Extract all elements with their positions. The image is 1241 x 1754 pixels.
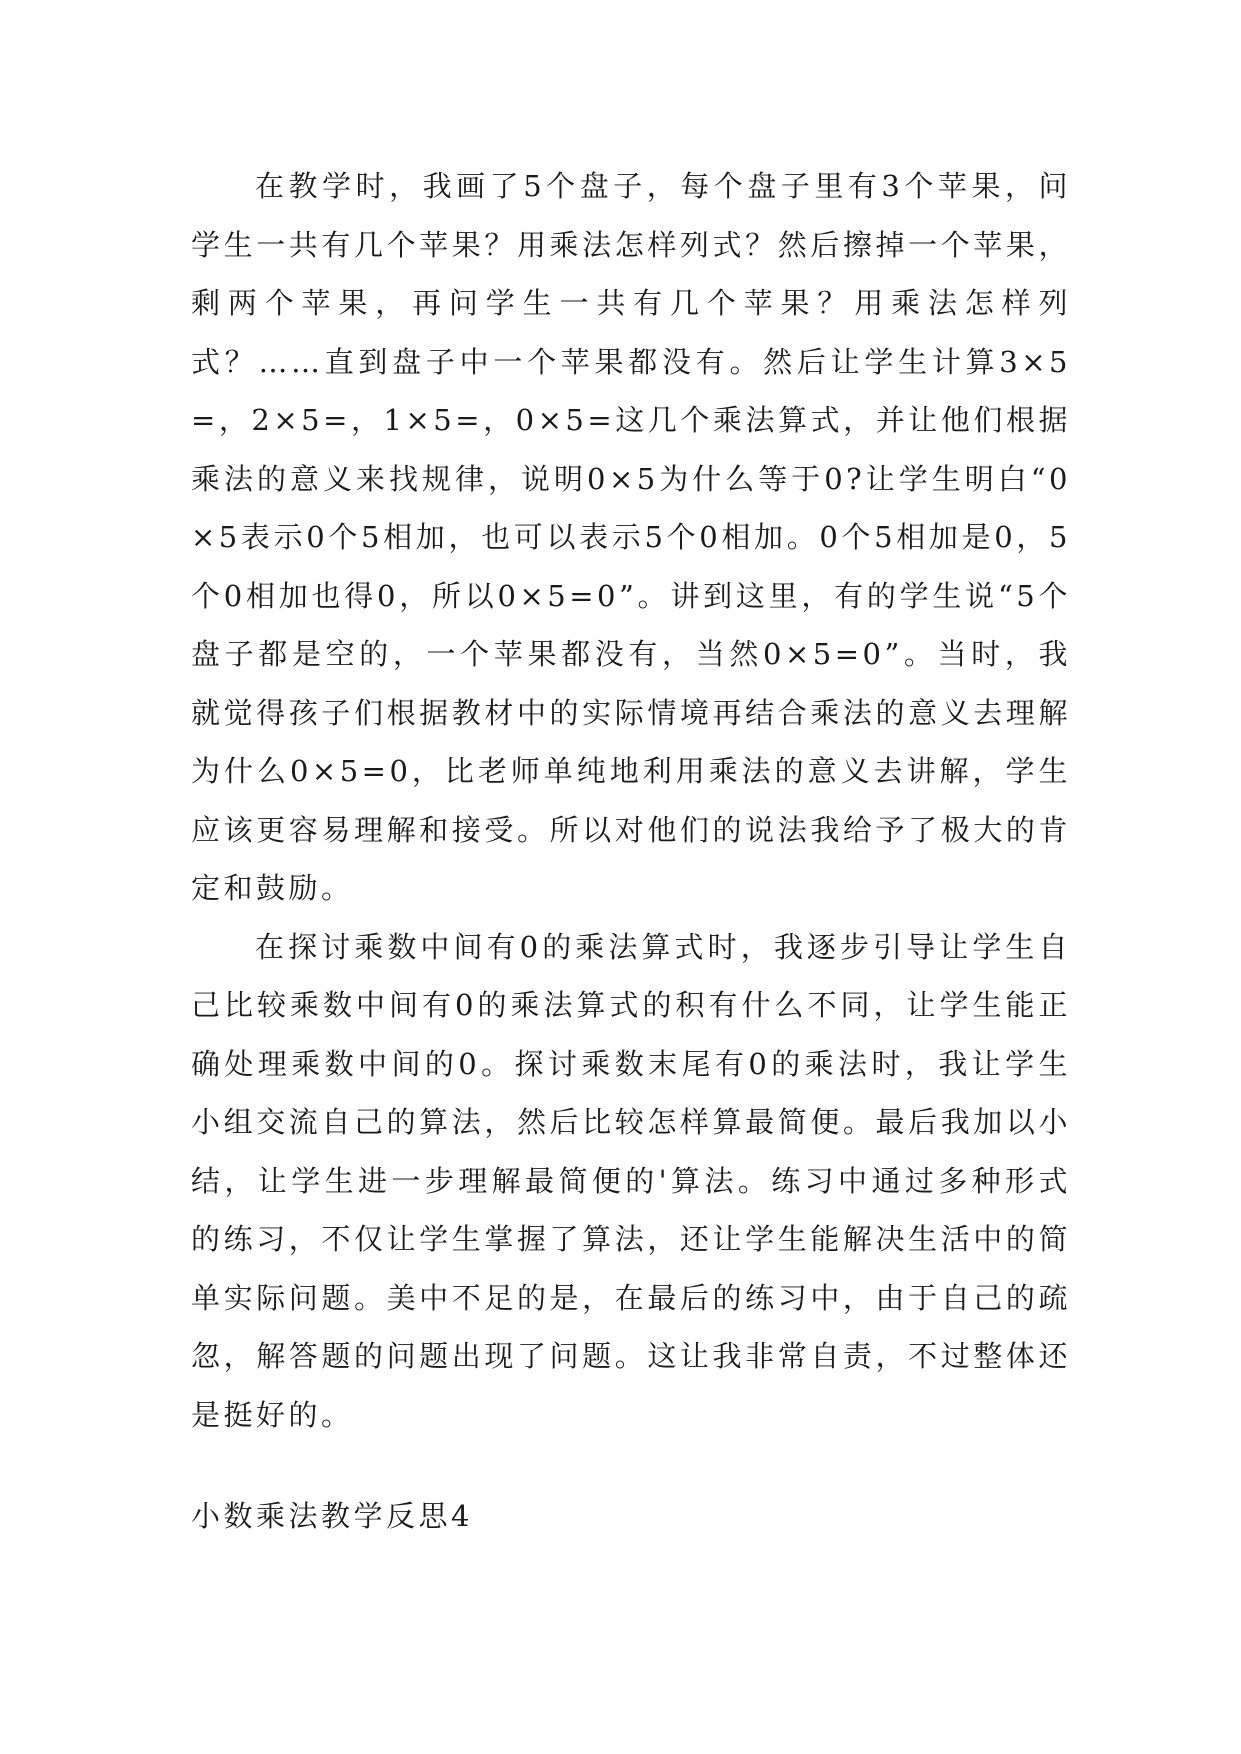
section-heading: 小数乘法教学反思4 [191,1499,473,1533]
paragraph-1: 在教学时，我画了5个盘子，每个盘子里有3个苹果，问学生一共有几个苹果？用乘法怎样列式？然后擦掉一个苹果，剩两个苹果，再问学生一共有几个苹果？用乘法怎样列式？……直到盘子中一个苹果都没有。然后让学生计算3×5=，2×5=，1×5=，0×5=这几个乘法算式，并让他们根据乘法的意义来找规律，说明0×5为什么等于0?让学生明白“0×5表示0个5相加，也可以表示5个0相加。0个5相加是0，5个0相加也得0，所以0×5=0”。讲到这里，有的学生说“5个盘子都是空的，一个苹果都没有，当然0×5=0”。当时，我就觉得孩子们根据教材中的实际情境再结合乘法的意义去理解为什么0×5=0，比老师单纯地利用乘法的意义去讲解，学生应该更容易理解和接受。所以对他们的说法我给予了极大的肯定和鼓励。 [191,169,1071,905]
paragraph-2: 在探讨乘数中间有0的乘法算式时，我逐步引导让学生自己比较乘数中间有0的乘法算式的积有什么不同，让学生能正确处理乘数中间的0。探讨乘数末尾有0的乘法时，我让学生小组交流自己的算法，然后比较怎样算最简便。最后我加以小结，让学生进一步理解最简便的'算法。练习中通过多种形式的练习，不仅让学生掌握了算法，还让学生能解决生活中的简单实际问题。美中不足的是，在最后的练习中，由于自己的疏忽，解答题的问题出现了问题。这让我非常自责，不过整体还是挺好的。 [191,929,1071,1432]
body-text [191,157,1071,1444]
